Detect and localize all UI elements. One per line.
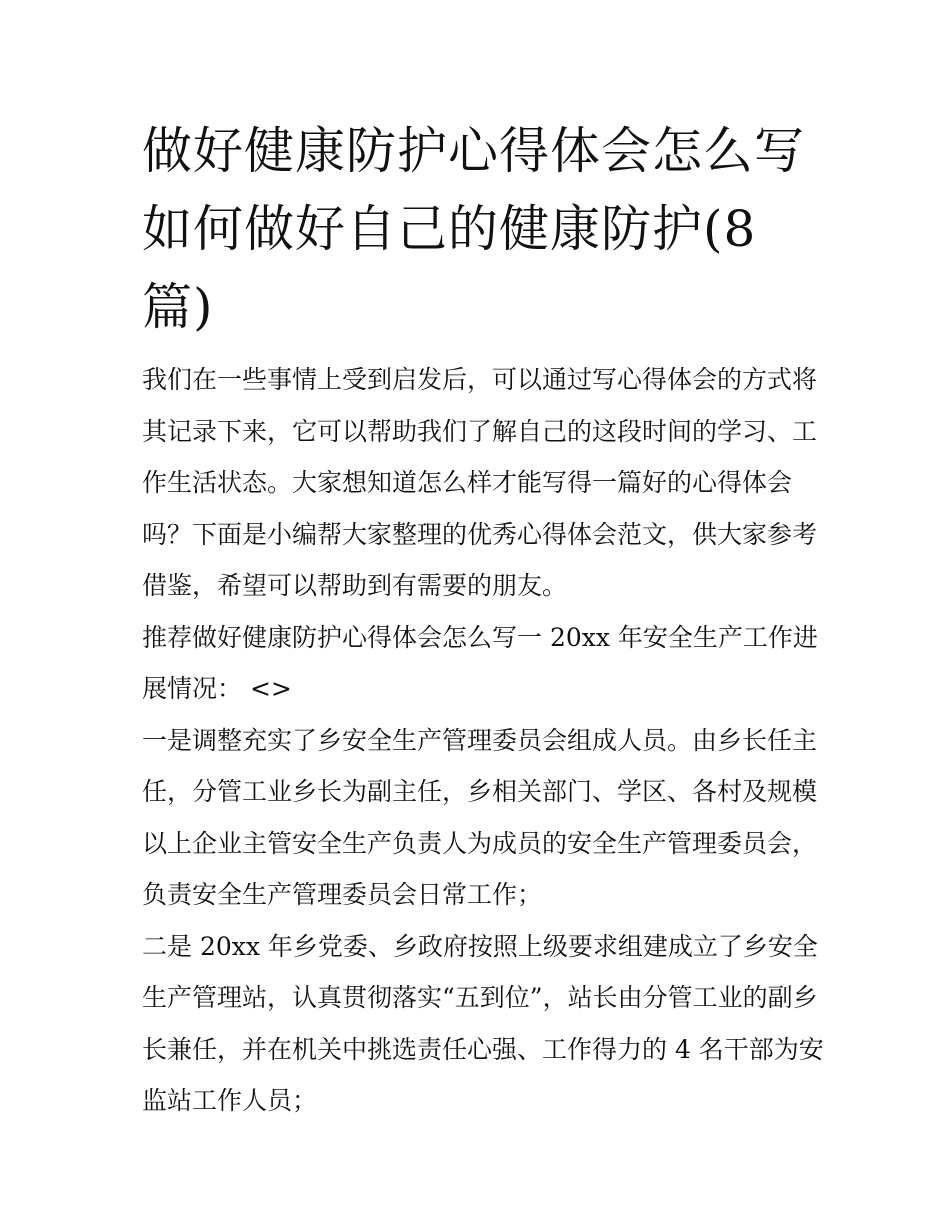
text-line: 其记录下来，它可以帮助我们了解自己的这段时间的学习、工 <box>142 416 818 446</box>
text-line: 一是调整充实了乡安全生产管理委员会组成人员。由乡长任主 <box>142 725 818 755</box>
title-line: 如何做好自己的健康防护(8 <box>142 200 757 258</box>
text-line: 负责安全生产管理委员会日常工作； <box>142 880 543 909</box>
recommend-paragraph <box>142 612 822 715</box>
text-line: 二是 20xx 年乡党委、乡政府按照上级要求组建成立了乡安全 <box>142 931 818 961</box>
text-line: 吗？下面是小编帮大家整理的优秀心得体会范文，供大家参考 <box>142 519 818 549</box>
item-one-paragraph <box>142 715 822 921</box>
item-two-paragraph <box>142 921 822 1127</box>
document-title <box>142 112 822 346</box>
title-line: 篇) <box>142 278 214 336</box>
document-body <box>142 354 822 1127</box>
text-line: 长兼任，并在机关中挑选责任心强、工作得力的 4 名干部为安 <box>142 1034 824 1064</box>
text-line: 作生活状态。大家想知道怎么样才能写得一篇好的心得体会 <box>142 468 793 497</box>
document-page <box>142 112 822 1127</box>
text-line: 以上企业主管安全生产负责人为成员的安全生产管理委员会， <box>142 828 818 858</box>
text-line: 监站工作人员； <box>142 1086 318 1115</box>
title-line: 做好健康防护心得体会怎么写 <box>142 122 805 180</box>
text-line: 展情况： <> <box>142 674 292 703</box>
text-line: 借鉴，希望可以帮助到有需要的朋友。 <box>142 571 568 600</box>
intro-paragraph <box>142 354 822 612</box>
text-line: 我们在一些事情上受到启发后，可以通过写心得体会的方式将 <box>142 365 818 394</box>
text-line: 推荐做好健康防护心得体会怎么写一 20xx 年安全生产工作进 <box>142 622 818 652</box>
text-line: 任，分管工业乡长为副主任，乡相关部门、学区、各村及规模 <box>142 777 818 806</box>
text-line: 生产管理站，认真贯彻落实“五到位”，站长由分管工业的副乡 <box>142 983 818 1012</box>
